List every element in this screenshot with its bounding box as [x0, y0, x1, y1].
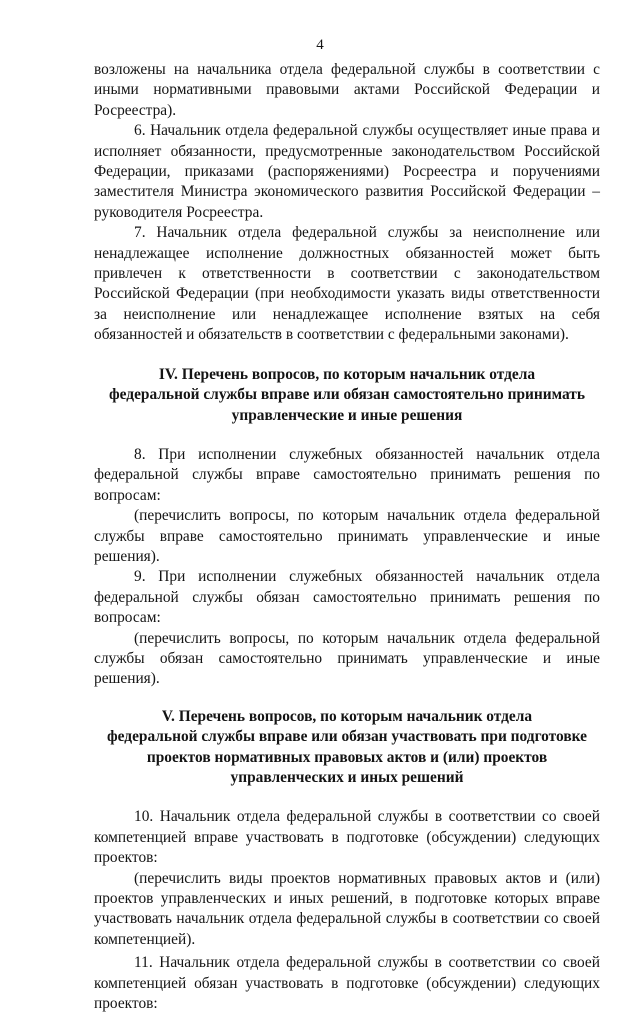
section-5-heading-line: управленческих и иных решений [230, 769, 464, 786]
paragraph-11: 11. Начальник отдела федеральной службы в соответствии со своей компетенцией обязан участвовать в подготовке (обсуждении) следующих проектов: [94, 954, 600, 1013]
paragraph-continuation: возложены на начальника отдела федеральной службы в соответствии с иными нормативными правовыми актами Российской Федерации и Росреестра). [94, 61, 600, 119]
paragraph-9-note: (перечислить вопросы, по которым начальник отдела федеральной службы обязан самостоятельно принимать управленческие и иные решения). [94, 629, 600, 688]
section-5-heading-line: проектов нормативных правовых актов и (или) проектов [146, 748, 548, 766]
document-body [94, 60, 600, 1014]
paragraph-10: 10. Начальник отдела федеральной службы в соответствии со своей компетенцией вправе участвовать в подготовке (обсуждении) следующих проектов: [94, 808, 600, 867]
paragraph-6: 6. Начальник отдела федеральной службы осуществляет иные права и исполняет обязанности, предусмотренные законодательством Российской Федерации, приказами (распоряжениями) Росреестра и поручениями заместителя Министра экономического развития Российской Федерации – руководителя Росреестра. [94, 122, 600, 221]
section-5-heading-line: федеральной службы вправе или обязан участвовать при подготовке [107, 728, 587, 746]
page-number: 4 [316, 37, 324, 53]
section-4-heading-line: управленческие и иные решения [231, 406, 463, 424]
paragraph-7: 7. Начальник отдела федеральной службы за неисполнение или ненадлежащее исполнение должностных обязанностей может быть привлечен к ответственности в соответствии с законодательством Российской Федерации (при необходимости указать виды ответственности за неисполнение или ненадлежащее исполнение взятых на себя обязанностей и обязательств в соответствии с федеральными законами). [94, 224, 600, 344]
section-5-heading [94, 707, 600, 789]
section-4-heading-line: федеральной службы вправе или обязан самостоятельно принимать [109, 386, 585, 404]
paragraph-8: 8. При исполнении служебных обязанностей начальник отдела федеральной службы вправе самостоятельно принимать решения по вопросам: [94, 445, 600, 504]
paragraph-9: 9. При исполнении служебных обязанностей начальник отдела федеральной службы обязан самостоятельно принимать решения по вопросам: [94, 568, 600, 627]
paragraph-10-note: (перечислить виды проектов нормативных правовых актов и (или) проектов управленческих и иных решений, в подготовке которых вправе участвовать начальник отдела федеральной службы в соответствии со своей компетенцией). [94, 869, 600, 948]
section-4-heading [94, 365, 600, 426]
paragraph-8-note: (перечислить вопросы, по которым начальник отдела федеральной службы вправе самостоятельно принимать управленческие и иные решения). [94, 507, 600, 565]
section-5-heading-line: V. Перечень вопросов, по которым начальник отдела [161, 707, 533, 725]
section-4-heading-line: IV. Перечень вопросов, по которым начальник отдела [158, 365, 536, 383]
